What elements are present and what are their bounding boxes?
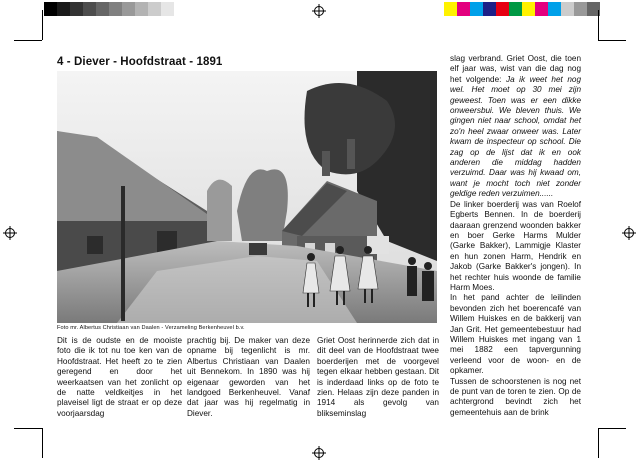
color-swatch [109, 2, 122, 16]
paragraph: Griet Oost herinnerde zich dat in dit deel van de Hoofdstraat twee boerderijen met de voorgevel tegen elkaar hebben gestaan. Dit is inderdaad links op de foto te zien. Helaas zijn deze panden in 1914 als gevolg van blikseminslag [317, 336, 439, 418]
paragraph: Tussen de schoorstenen is nog net de punt van de toren te zien. Op de achtergrond bevindt zich het gemeentehuis aan de brink [450, 376, 581, 417]
crop-mark [42, 428, 43, 458]
color-swatch [496, 2, 509, 16]
color-swatch [83, 2, 96, 16]
color-swatch [70, 2, 83, 16]
color-swatch [522, 2, 535, 16]
crop-mark [598, 10, 599, 40]
paragraph: In het pand achter de leilinden bevonden zich het boerencafé van Willem Huiskes en de bakkerij van Jan Grit. Het gemeentebestuur had Willem Huiskes met ingang van 1 mei 1882 een tapvergunning verleend voor de woon- en de opkamer. [450, 293, 581, 376]
color-swatch [470, 2, 483, 16]
crop-mark [14, 428, 42, 429]
text-column-3 [317, 336, 439, 419]
paragraph: Dit is de oudste en de mooiste foto die ik tot nu toe ken van de Hoofdstraat. Het heeft zo te zien geregend en door het weerkaatsen van het zonlicht op de natte veldkeitjes in het plaveisel ligt de straat er op deze voorjaarsdag [57, 336, 182, 418]
photo-caption: Foto mr. Albertus Christiaan van Daalen - Verzameling Berkenheuvel b.v. [57, 325, 245, 331]
cmyk-color-bar [444, 2, 600, 16]
color-swatch [548, 2, 561, 16]
grayscale-color-bar [44, 2, 174, 16]
historic-street-photo [57, 71, 437, 323]
crop-mark [598, 428, 626, 429]
color-swatch [457, 2, 470, 16]
color-swatch [96, 2, 109, 16]
color-swatch [574, 2, 587, 16]
paragraph [450, 54, 581, 200]
color-swatch [44, 2, 57, 16]
color-swatch [535, 2, 548, 16]
crop-mark [42, 10, 43, 40]
quote-text: Ja ik weet het nog wel. Het moet op 30 mei zijn geweest. Toen was er een dikke onweersbui. We bleven thuis. We gingen niet naar school, omdat het zo'n heel zwaar onweer was. Later kwam de inspecteur op school. Die zag op de lijst dat ik en ook anderen die middag hadden verzuimd. Daar was hij kwaad om, want je mocht toch niet zonder geldige reden verzuimen...... [450, 74, 581, 199]
color-swatch [135, 2, 148, 16]
color-swatch [161, 2, 174, 16]
color-swatch [561, 2, 574, 16]
text-column-2 [187, 336, 310, 419]
text-column-1 [57, 336, 182, 419]
paragraph: De linker boerderij was van Roelof Egberts Bennen. In de boerderij daaraan grenzend woonden bakker en boer Gerke Harms Mulder (Garke Bakker), Lammigje Klaster en hun zonen Harm, Hendrik en Jakob (Garke Bakker's jongen). In het rechter huis woonde de familie Harm Moes. [450, 199, 581, 292]
registration-mark-icon [3, 226, 17, 240]
registration-mark-icon [622, 226, 636, 240]
color-swatch [483, 2, 496, 16]
paragraph-text: slag verbrand. Griet Oost, die toen elf jaar was, wist van die dag nog het volgende: [450, 54, 581, 84]
color-swatch [57, 2, 70, 16]
color-swatch [148, 2, 161, 16]
paragraph: prachtig bij. De maker van deze opname bij tegenlicht is mr. Albertus Christiaan van Daalen uit Bennekom. In 1890 was hij eigenaar geworden van het landgoed Berkenheuvel. Vanaf dat jaar was hij regelmatig in Diever. [187, 336, 310, 418]
crop-mark [598, 428, 599, 458]
crop-mark [14, 40, 42, 41]
color-swatch [444, 2, 457, 16]
registration-mark-icon [312, 446, 326, 460]
color-swatch [122, 2, 135, 16]
text-column-4 [450, 54, 581, 418]
color-swatch [509, 2, 522, 16]
crop-mark [598, 40, 626, 41]
registration-mark-icon [312, 4, 326, 18]
page-title: 4 - Diever - Hoofdstraat - 1891 [57, 56, 223, 68]
